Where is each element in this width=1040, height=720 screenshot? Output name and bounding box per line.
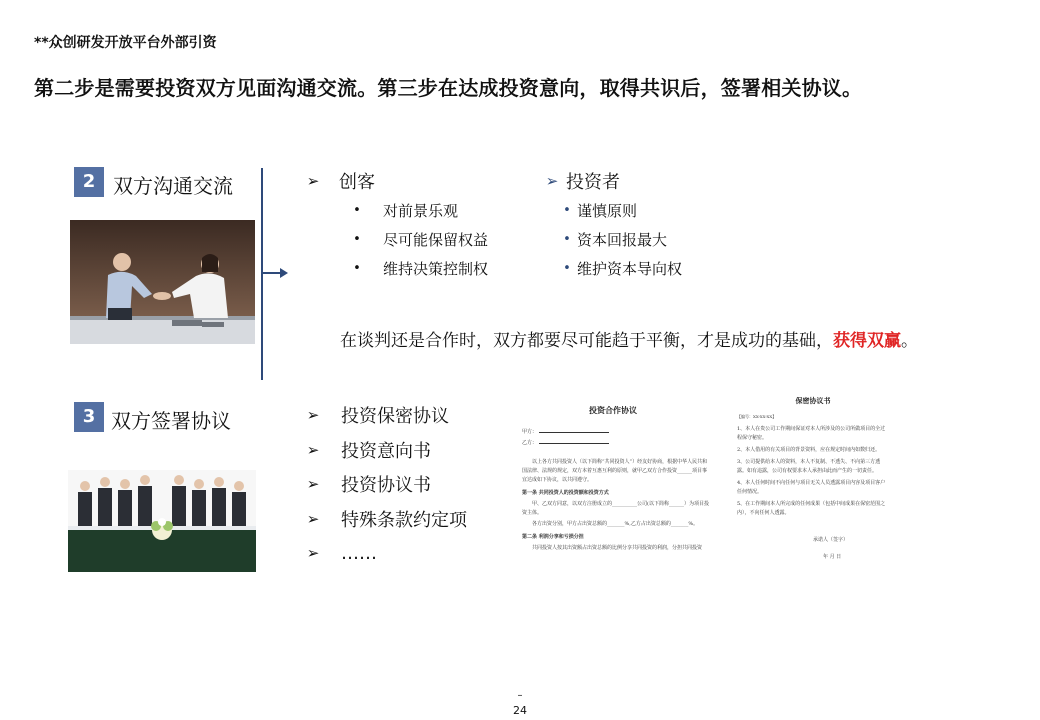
doc-title: 投资合作协议 xyxy=(589,405,637,415)
win-win-highlight: 获得双赢 xyxy=(833,331,901,351)
page-dash: – xyxy=(517,690,523,701)
doc-title: 保密协议书 xyxy=(795,396,831,405)
list-item-label: 资本回报最大 xyxy=(577,231,668,249)
list-item xyxy=(557,225,682,254)
list-item-label: 维持决策控制权 xyxy=(383,260,489,278)
maker-heading xyxy=(305,168,375,194)
doc-clause: 2、本人借用的有关项目的背景资料，应在规定时间内如数归还。 xyxy=(737,447,881,453)
arrow-line xyxy=(262,272,280,274)
investor-list xyxy=(557,196,682,283)
balance-end: 。 xyxy=(901,331,918,351)
list-item-label: 投资协议书 xyxy=(341,475,431,497)
list-item xyxy=(305,433,467,468)
page-header: **众创研发开放平台外部引资 xyxy=(34,35,217,51)
doc-paragraph: 甲、乙双方同意，以双方注册成立的__________公司(以下简称______）为项目投资主体。 xyxy=(522,501,709,516)
balance-text: 在谈判还是合作时，双方都要尽可能趋于平衡，才是成功的基础， xyxy=(340,331,833,351)
list-item-label: …… xyxy=(341,542,377,564)
arrow-bullet-icon: ➢ xyxy=(306,509,320,528)
nda-document-thumbnail xyxy=(733,392,893,612)
page-headline: 第二步是需要投资双方见面沟通交流。第三步在达成投资意向，取得共识后，签署相关协议。 xyxy=(34,76,863,100)
step-title: 双方沟通交流 xyxy=(113,174,233,198)
list-item-label: 谨慎原则 xyxy=(577,202,638,220)
list-item xyxy=(305,398,467,433)
list-item-label: 特殊条款约定项 xyxy=(341,509,467,531)
doc-section-heading: 第二条 利润分享和亏损分担 xyxy=(522,534,584,540)
doc-clause: 4、本人任何时间不向任何与项目无关人员透露项目内容及项目客户任何情况。 xyxy=(737,480,886,495)
step-number-badge: 3 xyxy=(74,402,104,432)
page-number: 24 xyxy=(513,704,527,717)
maker-heading-label: 创客 xyxy=(339,172,375,193)
balance-statement xyxy=(340,326,918,351)
list-item-label: 尽可能保留权益 xyxy=(383,231,489,249)
party-a-label: 甲方： xyxy=(522,429,538,435)
doc-clause: 3、公司提供给本人的资料，本人不复制、不透失、不向第三方透露。如有违露，公司有权要求本人承担由此而产生的一切责任。 xyxy=(737,459,881,474)
doc-section-heading: 第一条 共同投资人的投资额和投资方式 xyxy=(522,490,609,496)
list-item xyxy=(557,196,682,225)
agreement-list xyxy=(305,398,467,571)
bullet-icon: • xyxy=(353,232,361,247)
signing-ceremony-photo xyxy=(68,470,256,572)
arrow-bullet-icon: ➢ xyxy=(306,475,320,494)
doc-code: 【编号：XX-XX-XX】 xyxy=(737,414,777,419)
investor-heading-label: 投资者 xyxy=(566,172,620,193)
list-item-label: 投资保密协议 xyxy=(341,406,449,428)
step-divider-line xyxy=(261,168,263,380)
bullet-icon: • xyxy=(353,261,361,276)
list-item xyxy=(557,254,682,283)
doc-signer: 承诺人（签字） xyxy=(813,537,849,543)
investor-heading xyxy=(544,168,620,194)
arrow-bullet-icon: ➢ xyxy=(545,172,559,190)
list-item xyxy=(343,225,488,254)
arrow-bullet-icon: ➢ xyxy=(306,440,320,459)
list-item-label: 投资意向书 xyxy=(341,440,431,462)
list-item-label: 维护资本导向权 xyxy=(577,260,683,278)
doc-clause: 5、在工作期间本人所完成的任何成果（包括中间成果在保密范围之内），不向任何人透露。 xyxy=(737,501,886,516)
doc-paragraph: 各方出资分别，甲方占出资总额的_______%,乙方占出资总额的_______%。 xyxy=(532,521,699,527)
doc-date: 年 月 日 xyxy=(823,554,842,560)
investment-agreement-thumbnail xyxy=(508,400,718,582)
doc-clause: 1、本人在贵公司工作期间保证对本人所涉及的公司所做项目的全过程保守秘密。 xyxy=(737,426,886,441)
step-number-badge: 2 xyxy=(74,167,104,197)
step-title: 双方签署协议 xyxy=(111,409,231,433)
list-item xyxy=(305,502,467,537)
arrow-bullet-icon: ➢ xyxy=(306,172,320,190)
arrow-bullet-icon: ➢ xyxy=(306,406,320,425)
bullet-icon: • xyxy=(563,232,571,247)
maker-list xyxy=(343,196,488,283)
list-item-label: 对前景乐观 xyxy=(383,202,459,220)
handshake-photo xyxy=(70,220,255,344)
bullet-icon: • xyxy=(563,261,571,276)
list-item xyxy=(305,467,467,502)
bullet-icon: • xyxy=(353,203,361,218)
bullet-icon: • xyxy=(563,203,571,218)
list-item xyxy=(343,196,488,225)
arrow-bullet-icon: ➢ xyxy=(306,544,320,563)
arrow-right-icon xyxy=(280,268,288,278)
list-item xyxy=(343,254,488,283)
list-item xyxy=(305,536,467,571)
party-b-label: 乙方： xyxy=(522,440,538,446)
doc-paragraph: 共同投资人按其出资额占出资总额的比例分享共同投资的利润，分担共同投资 xyxy=(532,545,703,551)
doc-paragraph: 以上各方共同投资人（以下简称“共同投资人”）经友好协商，根据中华人民共和国法律、法规的规定，双方本着互惠互利的原则，就甲乙双方合作投资______项目事宜达成如下协议，以共同遵守。 xyxy=(522,459,708,483)
